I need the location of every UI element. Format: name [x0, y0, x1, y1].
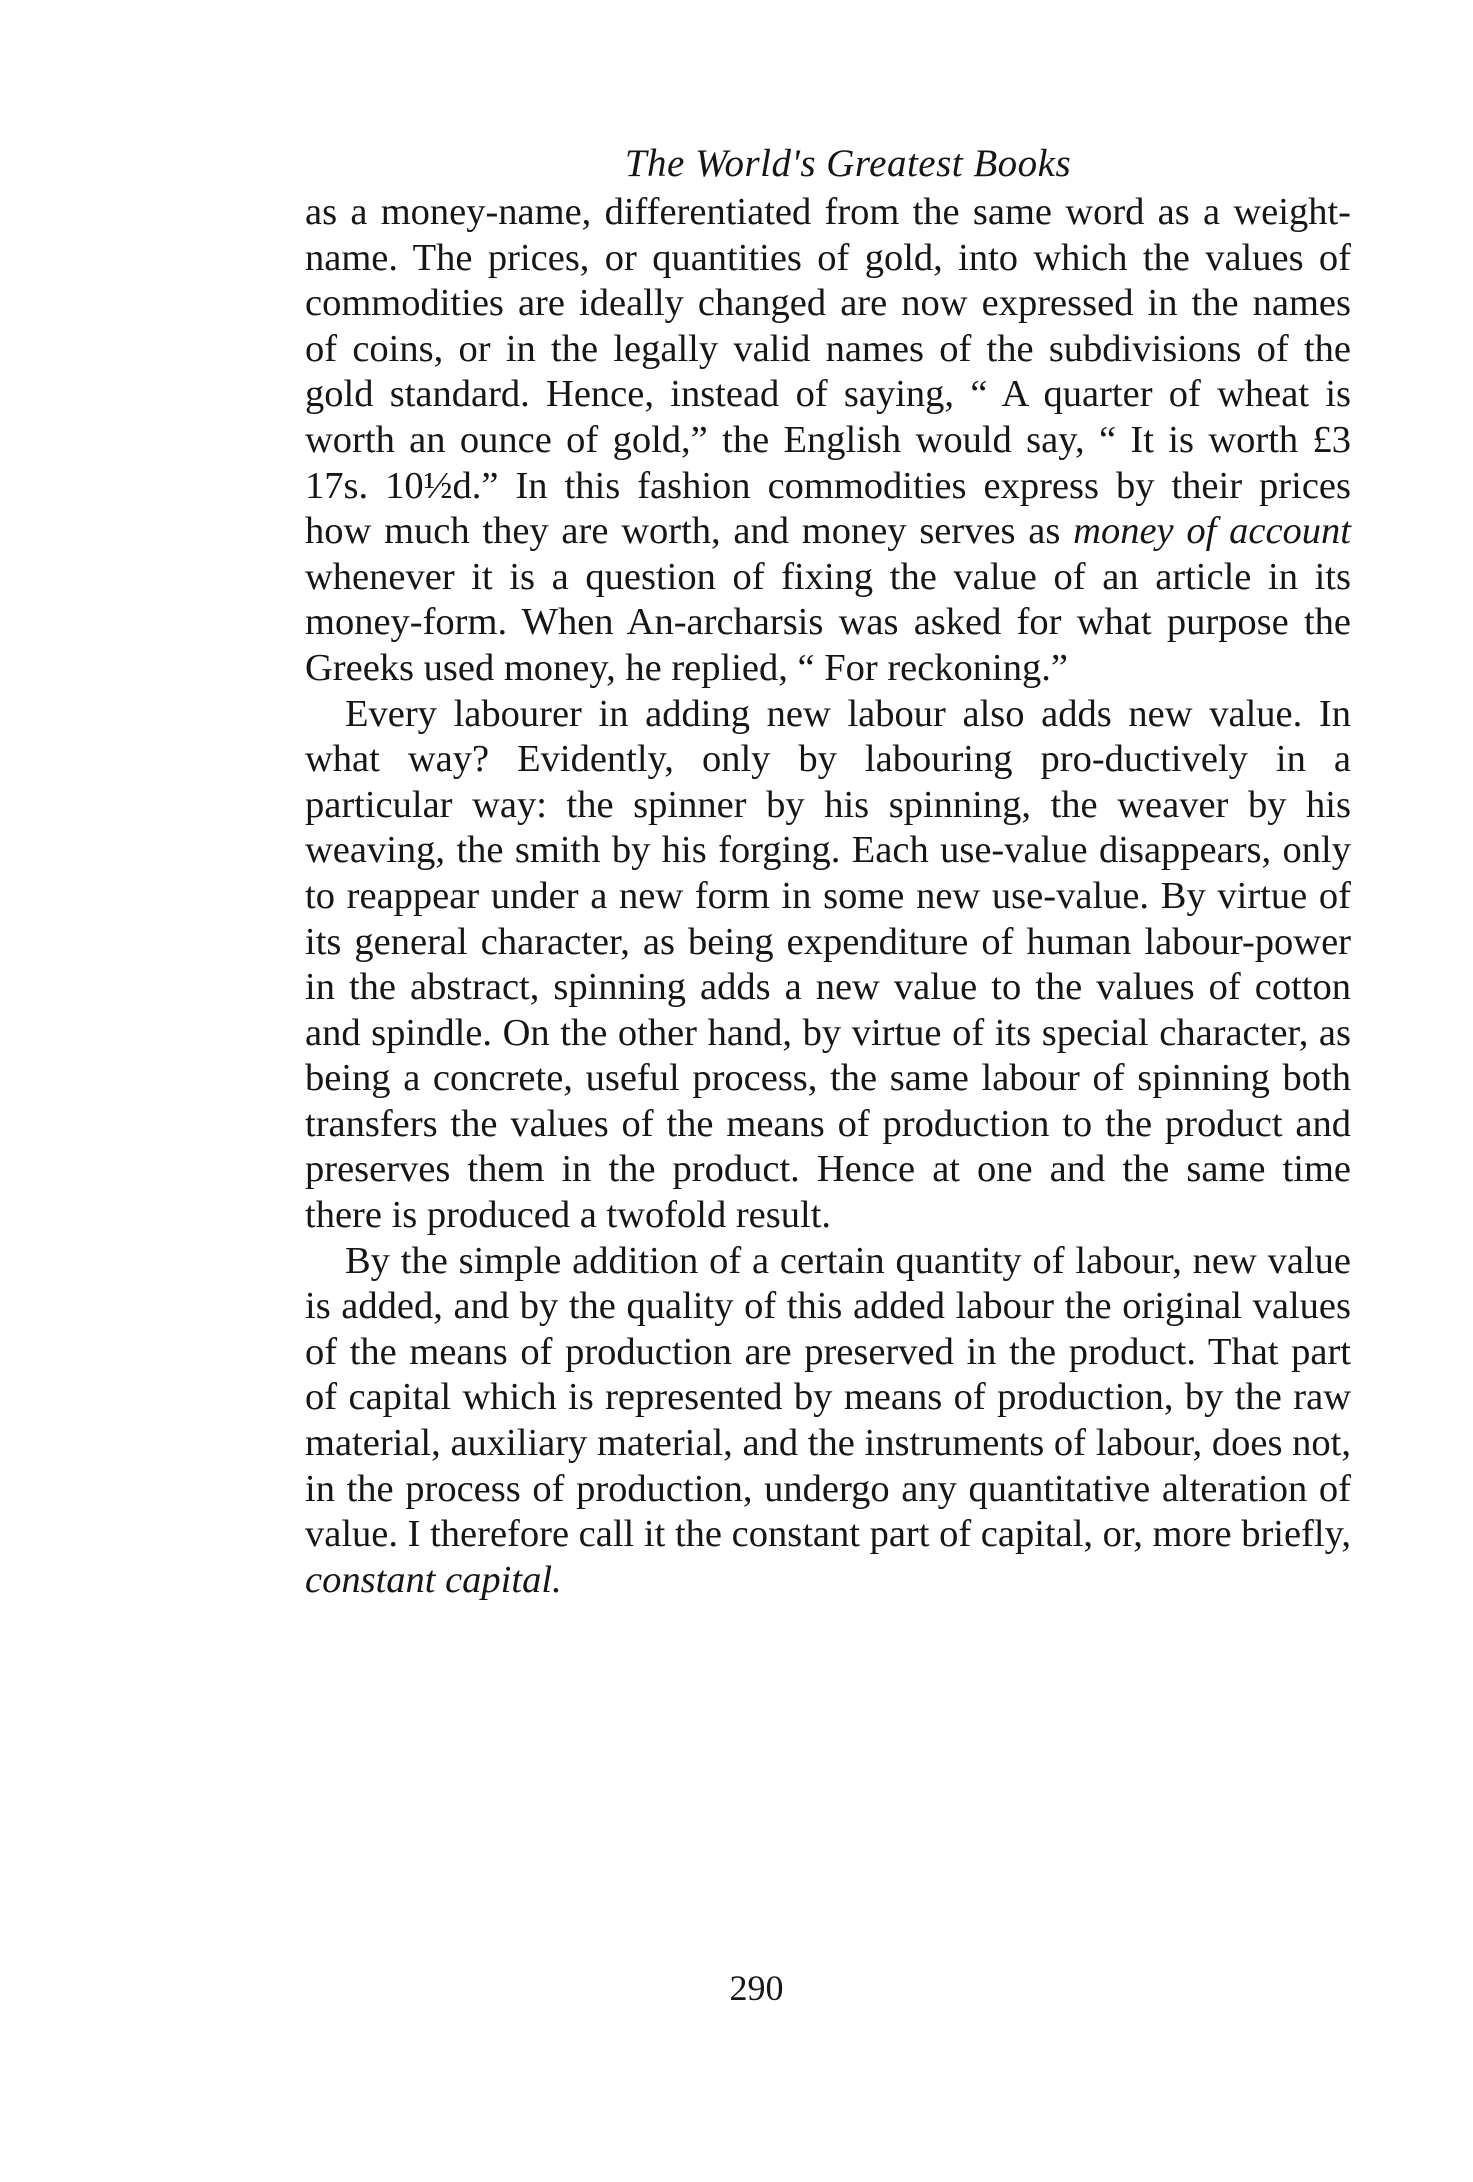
running-head: The World's Greatest Books [624, 142, 1072, 185]
paragraph-3 [305, 1239, 1351, 1604]
book-page [305, 140, 1351, 1603]
paragraph-1 [305, 190, 1351, 692]
paragraph-text: By the simple addition of a certain quantity of labour, new value is added, and by the quality of this added labour the original values of the means of production are preserved in the product. That part of capital which is represented by means of production, by the raw material, auxiliary material, and the instruments of labour, does not, in the process of production, undergo any quantitative alteration of value. I therefore call it the constant part of capital, or, more briefly, [305, 1239, 1351, 1556]
italic-phrase: constant capital. [305, 1558, 562, 1601]
page-number: 290 [729, 1968, 784, 2008]
paragraph-2 [305, 692, 1351, 1239]
paragraph-text: whenever it is a question of fixing the value of an article in its money-form. When An-archarsis was asked for what purpose the Greeks used money, he replied, “ For reckoning.” [305, 555, 1351, 689]
italic-phrase: money of account [1073, 510, 1351, 553]
paragraph-text: as a money-name, differentiated from the same word as a weight-name. The prices, or quantities of gold, into which the values of commodities are ideally changed are now expressed in the names of coins, or in the legally valid names of the subdivisions of the gold standard. Hence, instead of saying, “ A quarter of wheat is worth an ounce of gold,” the English would say, “ It is worth £3 17s. 10½d.” In this fashion commodities express by their prices how much they are worth, and money serves as [305, 191, 1351, 553]
paragraph-text: Every labourer in adding new labour also adds new value. In what way? Evidently, only by labouring pro-ductively in a particular way: the spinner by his spinning, the weaver by his weaving, the smith by his forging. Each use-value disappears, only to reappear under a new form in some new use-value. By virtue of its general character, as being expenditure of human labour-power in the abstract, spinning adds a new value to the values of cotton and spindle. On the other hand, by virtue of its special character, as being a concrete, useful process, the same labour of spinning both transfers the values of the means of production to the product and preserves them in the product. Hence at one and the same time there is produced a twofold result. [305, 692, 1351, 1237]
